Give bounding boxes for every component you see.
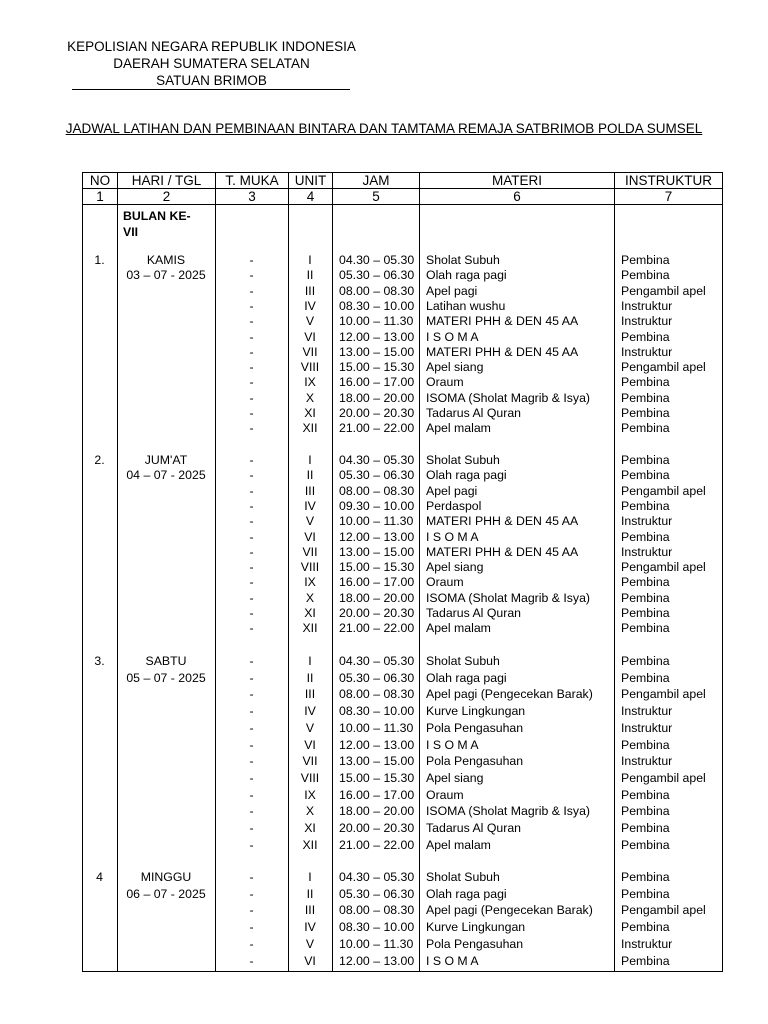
session-time: 12.00 – 13.00 <box>339 329 415 344</box>
session-time: 18.00 – 20.00 <box>339 804 415 819</box>
session-tatap-muka: - <box>249 253 254 267</box>
session-time: 08.00 – 08.30 <box>339 687 415 702</box>
session-materi: MATERI PHH & DEN 45 AA <box>426 544 579 559</box>
bulan-label: BULAN KE-VII <box>123 209 191 239</box>
session-materi: I S O M A <box>426 329 479 344</box>
column-header-materi: MATERI <box>420 173 615 189</box>
session-instruktur: Pengambil apel <box>621 903 706 918</box>
session-materi: Apel pagi <box>426 483 478 498</box>
session-unit: IX <box>304 787 316 802</box>
session-unit: V <box>305 514 315 529</box>
session-tatap-muka: - <box>249 514 254 529</box>
session-instruktur: Pembina <box>621 575 670 590</box>
session-tatap-muka: - <box>249 654 254 668</box>
session-unit: III <box>304 687 316 702</box>
session-time: 18.00 – 20.00 <box>339 390 415 405</box>
column-number: 7 <box>615 189 723 205</box>
session-time: 12.00 – 13.00 <box>339 953 415 968</box>
session-materi: Apel pagi <box>426 283 478 298</box>
session-instruktur: Pembina <box>621 837 670 852</box>
session-time: 15.00 – 15.30 <box>339 360 415 375</box>
session-instruktur: Pembina <box>621 498 670 513</box>
column-header-tmuka: T. MUKA <box>216 173 289 189</box>
session-time: 15.00 – 15.30 <box>339 560 415 575</box>
session-materi: Apel siang <box>426 360 484 375</box>
session-time: 16.00 – 17.00 <box>339 575 415 590</box>
session-instruktur: Pembina <box>621 787 670 802</box>
session-time: 04.30 – 05.30 <box>339 253 415 267</box>
column-number: 2 <box>118 189 216 205</box>
session-unit: VIII <box>300 560 320 575</box>
session-instruktur: Pengambil apel <box>621 360 706 375</box>
session-time: 10.00 – 11.30 <box>339 936 414 951</box>
session-time: 08.00 – 08.30 <box>339 483 415 498</box>
session-unit: V <box>305 936 315 951</box>
session-time: 05.30 – 06.30 <box>339 886 415 901</box>
session-instruktur: Pembina <box>621 468 670 483</box>
session-instruktur: Instruktur <box>621 704 673 719</box>
session-tatap-muka: - <box>249 406 254 420</box>
session-materi: Olah raga pagi <box>426 886 507 901</box>
session-materi: ISOMA (Sholat Magrib & Isya) <box>426 590 591 605</box>
session-tatap-muka: - <box>249 314 254 329</box>
session-materi: Apel siang <box>426 560 484 575</box>
session-tatap-muka: - <box>249 837 254 852</box>
session-instruktur: Pembina <box>621 821 670 835</box>
session-unit: II <box>306 268 314 283</box>
session-tatap-muka: - <box>249 468 254 483</box>
column-number: 4 <box>289 189 333 205</box>
day-name: MINGGU <box>140 870 192 884</box>
session-materi: Sholat Subuh <box>426 654 500 668</box>
session-time: 04.30 – 05.30 <box>339 870 415 884</box>
session-time: 05.30 – 06.30 <box>339 268 415 283</box>
column-header-unit: UNIT <box>289 173 333 189</box>
session-unit: I <box>308 654 312 668</box>
session-unit: III <box>304 483 316 498</box>
session-tatap-muka: - <box>249 621 254 636</box>
session-materi: Olah raga pagi <box>426 468 507 483</box>
session-tatap-muka: - <box>249 737 254 752</box>
session-unit: VI <box>304 529 316 544</box>
session-time: 16.00 – 17.00 <box>339 787 415 802</box>
session-tatap-muka: - <box>249 483 254 498</box>
session-materi: Apel pagi (Pengecekan Barak) <box>426 687 593 702</box>
session-materi: MATERI PHH & DEN 45 AA <box>426 314 579 329</box>
session-instruktur: Pembina <box>621 453 670 467</box>
session-tatap-muka: - <box>249 590 254 605</box>
session-tatap-muka: - <box>249 903 254 918</box>
session-materi: Pola Pengasuhan <box>426 936 524 951</box>
session-time: 08.30 – 10.00 <box>339 704 415 719</box>
session-time: 15.00 – 15.30 <box>339 770 415 785</box>
session-unit: V <box>305 314 315 329</box>
session-tatap-muka: - <box>249 360 254 375</box>
session-instruktur: Pengambil apel <box>621 483 706 498</box>
session-tatap-muka: - <box>249 870 254 884</box>
session-unit: II <box>306 670 314 685</box>
session-time: 20.00 – 20.30 <box>339 606 415 620</box>
letterhead-line-3: SATUAN BRIMOB <box>156 73 267 88</box>
column-header-instruktur: INSTRUKTUR <box>615 173 723 189</box>
session-tatap-muka: - <box>249 704 254 719</box>
session-tatap-muka: - <box>249 421 254 436</box>
session-unit: IX <box>304 575 316 590</box>
session-materi: Kurve Lingkungan <box>426 704 526 719</box>
session-materi: Apel malam <box>426 621 491 636</box>
session-unit: IX <box>304 375 316 390</box>
session-instruktur: Pembina <box>621 329 670 344</box>
day-number: 2. <box>94 453 105 467</box>
column-number: 1 <box>83 189 118 205</box>
session-unit: II <box>306 886 314 901</box>
session-instruktur: Pembina <box>621 375 670 390</box>
session-time: 08.00 – 08.30 <box>339 283 415 298</box>
session-tatap-muka: - <box>249 754 254 769</box>
letterhead-rule <box>72 89 350 90</box>
session-instruktur: Pembina <box>621 870 670 884</box>
session-unit: VII <box>302 544 318 559</box>
session-tatap-muka: - <box>249 498 254 513</box>
session-unit: III <box>304 283 316 298</box>
letterhead-line-1: KEPOLISIAN NEGARA REPUBLIK INDONESIA <box>67 39 356 54</box>
session-unit: I <box>308 870 312 884</box>
session-tatap-muka: - <box>249 936 254 951</box>
session-instruktur: Pembina <box>621 606 670 620</box>
session-materi: Olah raga pagi <box>426 268 507 283</box>
session-time: 09.30 – 10.00 <box>339 498 415 513</box>
session-time: 21.00 – 22.00 <box>339 421 415 436</box>
session-instruktur: Instruktur <box>621 720 673 735</box>
session-tatap-muka: - <box>249 687 254 702</box>
session-time: 08.30 – 10.00 <box>339 298 415 313</box>
session-tatap-muka: - <box>249 770 254 785</box>
session-tatap-muka: - <box>249 329 254 344</box>
session-time: 10.00 – 11.30 <box>339 314 414 329</box>
day-number: 4 <box>96 870 103 884</box>
session-unit: VII <box>302 344 318 359</box>
session-time: 20.00 – 20.30 <box>339 821 415 835</box>
session-tatap-muka: - <box>249 953 254 968</box>
session-unit: VII <box>302 754 318 769</box>
document-title: JADWAL LATIHAN DAN PEMBINAAN BINTARA DAN TAMTAMA REMAJA SATBRIMOB POLDA SUMSEL <box>65 121 703 136</box>
session-materi: Perdaspol <box>426 498 482 513</box>
session-materi: Tadarus Al Quran <box>426 406 522 420</box>
letterhead-line-2: DAERAH SUMATERA SELATAN <box>113 56 310 71</box>
session-instruktur: Pengambil apel <box>621 283 706 298</box>
session-instruktur: Pengambil apel <box>621 560 706 575</box>
session-instruktur: Pembina <box>621 737 670 752</box>
column-number: 3 <box>216 189 289 205</box>
column-header-no: NO <box>83 173 118 189</box>
session-unit: X <box>305 390 315 405</box>
session-instruktur: Instruktur <box>621 544 673 559</box>
session-unit: XI <box>304 406 316 420</box>
session-materi: Apel siang <box>426 770 484 785</box>
session-materi: I S O M A <box>426 737 479 752</box>
session-unit: V <box>305 720 315 735</box>
session-materi: Kurve Lingkungan <box>426 920 526 935</box>
session-tatap-muka: - <box>249 821 254 835</box>
session-tatap-muka: - <box>249 560 254 575</box>
session-time: 12.00 – 13.00 <box>339 737 415 752</box>
session-time: 21.00 – 22.00 <box>339 837 415 852</box>
session-instruktur: Pembina <box>621 390 670 405</box>
session-time: 13.00 – 15.00 <box>339 544 415 559</box>
session-unit: XI <box>304 821 316 835</box>
session-instruktur: Pembina <box>621 621 670 636</box>
session-unit: VI <box>304 953 316 968</box>
session-materi: MATERI PHH & DEN 45 AA <box>426 514 579 529</box>
session-materi: Pola Pengasuhan <box>426 720 524 735</box>
session-unit: II <box>306 468 314 483</box>
session-instruktur: Instruktur <box>621 314 673 329</box>
session-time: 05.30 – 06.30 <box>339 670 415 685</box>
session-time: 08.30 – 10.00 <box>339 920 415 935</box>
session-tatap-muka: - <box>249 804 254 819</box>
session-instruktur: Instruktur <box>621 936 673 951</box>
session-tatap-muka: - <box>249 344 254 359</box>
session-instruktur: Pembina <box>621 886 670 901</box>
day-date: 05 – 07 - 2025 <box>126 670 206 685</box>
session-time: 05.30 – 06.30 <box>339 468 415 483</box>
day-date: 04 – 07 - 2025 <box>126 468 206 483</box>
session-materi: Olah raga pagi <box>426 670 507 685</box>
session-instruktur: Pembina <box>621 268 670 283</box>
session-materi: I S O M A <box>426 953 479 968</box>
session-instruktur: Pembina <box>621 654 670 668</box>
session-time: 10.00 – 11.30 <box>339 720 414 735</box>
session-tatap-muka: - <box>249 920 254 935</box>
session-tatap-muka: - <box>249 453 254 467</box>
session-tatap-muka: - <box>249 720 254 735</box>
session-unit: VIII <box>300 770 320 785</box>
day-name: KAMIS <box>146 253 186 267</box>
session-tatap-muka: - <box>249 606 254 620</box>
session-materi: Sholat Subuh <box>426 453 500 467</box>
session-time: 08.00 – 08.30 <box>339 903 415 918</box>
session-unit: IV <box>304 704 316 719</box>
session-time: 13.00 – 15.00 <box>339 344 415 359</box>
session-materi: Tadarus Al Quran <box>426 821 522 835</box>
session-instruktur: Instruktur <box>621 344 673 359</box>
session-instruktur: Pembina <box>621 920 670 935</box>
session-instruktur: Pembina <box>621 670 670 685</box>
session-time: 10.00 – 11.30 <box>339 514 414 529</box>
session-time: 20.00 – 20.30 <box>339 406 415 420</box>
session-tatap-muka: - <box>249 390 254 405</box>
session-materi: ISOMA (Sholat Magrib & Isya) <box>426 804 591 819</box>
session-instruktur: Pembina <box>621 529 670 544</box>
day-number: 3. <box>94 654 105 668</box>
session-tatap-muka: - <box>249 529 254 544</box>
session-tatap-muka: - <box>249 787 254 802</box>
session-materi: Oraum <box>426 375 464 390</box>
session-tatap-muka: - <box>249 283 254 298</box>
schedule-content <box>82 172 722 972</box>
session-time: 13.00 – 15.00 <box>339 754 415 769</box>
column-number: 6 <box>420 189 615 205</box>
session-instruktur: Pengambil apel <box>621 770 706 785</box>
session-instruktur: Pembina <box>621 804 670 819</box>
session-unit: III <box>304 903 316 918</box>
session-tatap-muka: - <box>249 670 254 685</box>
session-tatap-muka: - <box>249 886 254 901</box>
session-materi: ISOMA (Sholat Magrib & Isya) <box>426 390 591 405</box>
session-time: 21.00 – 22.00 <box>339 621 415 636</box>
session-tatap-muka: - <box>249 375 254 390</box>
session-instruktur: Instruktur <box>621 754 673 769</box>
session-time: 18.00 – 20.00 <box>339 590 415 605</box>
session-unit: X <box>305 804 315 819</box>
session-unit: XII <box>302 421 318 436</box>
session-instruktur: Instruktur <box>621 514 673 529</box>
session-unit: I <box>308 253 312 267</box>
session-unit: XII <box>302 621 318 636</box>
session-instruktur: Pembina <box>621 953 670 968</box>
session-instruktur: Pengambil apel <box>621 687 706 702</box>
column-header-jam: JAM <box>333 173 420 189</box>
day-number: 1. <box>94 253 105 267</box>
session-time: 04.30 – 05.30 <box>339 654 415 668</box>
session-materi: Oraum <box>426 575 464 590</box>
session-materi: MATERI PHH & DEN 45 AA <box>426 344 579 359</box>
session-tatap-muka: - <box>249 298 254 313</box>
session-unit: XII <box>302 837 318 852</box>
session-materi: Apel pagi (Pengecekan Barak) <box>426 903 593 918</box>
session-instruktur: Pembina <box>621 421 670 436</box>
session-materi: Latihan wushu <box>426 298 506 313</box>
session-unit: I <box>308 453 312 467</box>
session-materi: Apel malam <box>426 421 491 436</box>
session-tatap-muka: - <box>249 268 254 283</box>
session-materi: Oraum <box>426 787 464 802</box>
session-time: 04.30 – 05.30 <box>339 453 415 467</box>
session-materi: Sholat Subuh <box>426 870 500 884</box>
column-header-hari: HARI / TGL <box>118 173 216 189</box>
session-time: 12.00 – 13.00 <box>339 529 415 544</box>
session-unit: VI <box>304 737 316 752</box>
column-number: 5 <box>333 189 420 205</box>
session-unit: IV <box>304 920 316 935</box>
day-name: SABTU <box>145 654 187 668</box>
session-unit: IV <box>304 298 316 313</box>
session-materi: Sholat Subuh <box>426 253 500 267</box>
session-tatap-muka: - <box>249 544 254 559</box>
session-unit: VI <box>304 329 316 344</box>
session-materi: I S O M A <box>426 529 479 544</box>
session-unit: IV <box>304 498 316 513</box>
session-instruktur: Pembina <box>621 253 670 267</box>
session-unit: X <box>305 590 315 605</box>
session-instruktur: Pembina <box>621 590 670 605</box>
session-tatap-muka: - <box>249 575 254 590</box>
session-instruktur: Instruktur <box>621 298 673 313</box>
day-date: 06 – 07 - 2025 <box>126 886 206 901</box>
day-name: JUM'AT <box>144 453 188 467</box>
day-date: 03 – 07 - 2025 <box>126 268 206 283</box>
session-time: 16.00 – 17.00 <box>339 375 415 390</box>
session-instruktur: Pembina <box>621 406 670 420</box>
session-materi: Apel malam <box>426 837 491 852</box>
session-materi: Pola Pengasuhan <box>426 754 524 769</box>
session-unit: XI <box>304 606 316 620</box>
session-materi: Tadarus Al Quran <box>426 606 522 620</box>
session-unit: VIII <box>300 360 320 375</box>
